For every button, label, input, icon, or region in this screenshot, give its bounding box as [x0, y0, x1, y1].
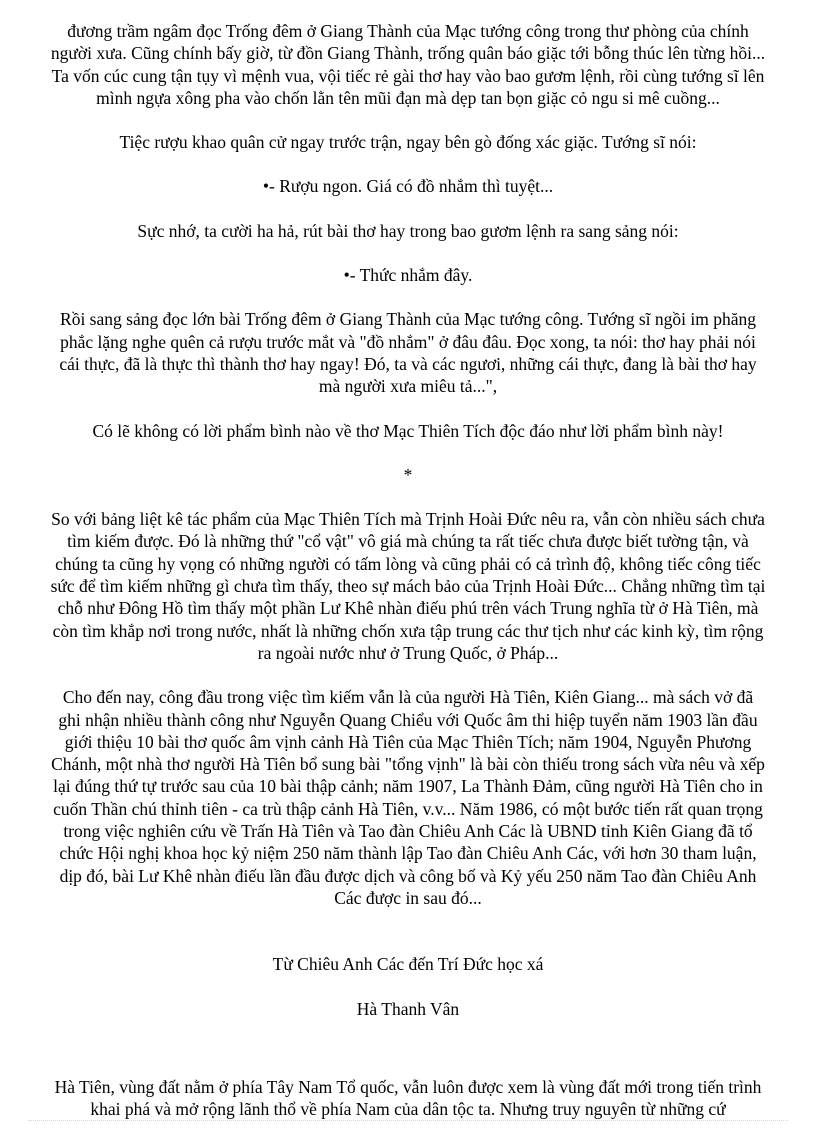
document-page	[50, 20, 766, 1142]
paragraph-suc-nho: Sực nhớ, ta cười ha hả, rút bài thơ hay trong bao gươm lệnh ra sang sảng nói:	[137, 220, 679, 241]
dialogue-line-ruou-ngon: •- Rượu ngon. Giá có đồ nhắm thì tuyệt...	[262, 176, 554, 197]
paragraph-trong-dem: đương trầm ngâm đọc Trống đêm ở Giang Thành của Mạc tướng công trong thư phòng của chính người xưa. Cũng chính bấy giờ, từ đồn Giang Thành, trống quân báo giặc tới bỗng thúc lên từng hồi... Ta vốn cúc cung tận tụy vì mệnh vua, vội tiếc rẻ gài thơ hay vào bao gươm lệnh, rồi cùng tướng sĩ lên mình ngựa xông pha vào chốn lằn tên mũi đạn mà dẹp tan bọn giặc cỏ ngu si mê cuồng...	[50, 21, 766, 108]
page-bottom-divider	[28, 1120, 788, 1121]
section-title: Từ Chiêu Anh Các đến Trí Đức học xá	[272, 954, 544, 975]
section-separator-asterisk: *	[403, 464, 413, 485]
paragraph-pham-binh: Có lẽ không có lời phẩm bình nào về thơ Mạc Thiên Tích độc đáo như lời phẩm bình này!	[92, 420, 724, 441]
paragraph-sang-sang-doc: Rồi sang sảng đọc lớn bài Trống đêm ở Giang Thành của Mạc tướng công. Tướng sĩ ngồi im phăng phắc lặng nghe quên cả rượu trước mắt và "đồ nhắm" ở đâu đâu. Đọc xong, ta nói: thơ hay phải nói cái thực, đã là thực thì thành thơ hay ngay! Đó, ta và các ngươi, những cái thực, đang là bài thơ hay mà người xưa miêu tả...",	[59, 309, 757, 397]
paragraph-bang-liet-ke: So với bảng liệt kê tác phẩm của Mạc Thiên Tích mà Trịnh Hoài Đức nêu ra, vẫn còn nhiều sách chưa tìm kiếm được. Đó là những thứ "cổ vật" vô giá mà chúng ta rất tiếc chưa được biết tường tận, và chúng ta cũng hy vọng có những người có tấm lòng và cũng phải có cả trình độ, không tiếc công tiếc sức để tìm kiếm những gì chưa tìm thấy, theo sự mách bảo của Trịnh Hoài Đức... Chẳng những tìm tại chỗ như Đông Hồ tìm thấy một phần Lư Khê nhàn điếu phú trên vách Trung nghĩa từ ở Hà Tiên, mà còn tìm khắp nơi trong nước, nhất là những chốn xưa tập trung các thư tịch như các kinh kỳ, tìm rộng ra ngoài nước như ở Trung Quốc, ở Pháp...	[50, 509, 766, 663]
paragraph-tiec-ruou: Tiệc rượu khao quân cử ngay trước trận, ngay bên gò đống xác giặc. Tướng sĩ nói:	[119, 132, 697, 153]
paragraph-cho-den-nay: Cho đến nay, công đầu trong việc tìm kiếm vẫn là của người Hà Tiên, Kiên Giang... mà sách vở đã ghi nhận nhiều thành công như Nguyễn Quang Chiểu với Quốc âm thi hiệp tuyển năm 1903 lần đầu giới thiệu 10 bài thơ quốc âm vịnh cảnh Hà Tiên của Mạc Thiên Tích; năm 1904, Nguyễn Phương Chánh, một nhà thơ người Hà Tiên bổ sung bài "tổng vịnh" là bài còn thiếu trong sách vừa nêu và xếp lại đúng thứ tự trước sau của 10 bài thập cảnh; năm 1907, La Thành Đảm, cũng người Hà Tiên cho in cuốn Thần chú thỉnh tiên - ca trù thập cảnh Hà Tiên, v.v... Năm 1986, có một bước tiến rất quan trọng trong việc nghiên cứu về Trấn Hà Tiên và Tao đàn Chiêu Anh Các là UBND tỉnh Kiên Giang đã tổ chức Hội nghị khoa học kỷ niệm 250 năm thành lập Tao đàn Chiêu Anh Các, với hơn 30 tham luận, dịp đó, bài Lư Khê nhàn điếu lần đầu được dịch và công bố và Kỷ yếu 250 năm Tao đàn Chiêu Anh Các được in sau đó...	[51, 687, 765, 908]
paragraph-ha-tien-intro: Hà Tiên, vùng đất nằm ở phía Tây Nam Tổ quốc, vẫn luôn được xem là vùng đất mới trong tiến trình khai phá và mở rộng lãnh thổ về phía Nam của dân tộc ta. Nhưng truy nguyên từ những cứ	[54, 1076, 762, 1120]
author-name: Hà Thanh Vân	[356, 998, 460, 1019]
dialogue-line-thuc-nham: •- Thức nhắm đây.	[343, 265, 473, 286]
